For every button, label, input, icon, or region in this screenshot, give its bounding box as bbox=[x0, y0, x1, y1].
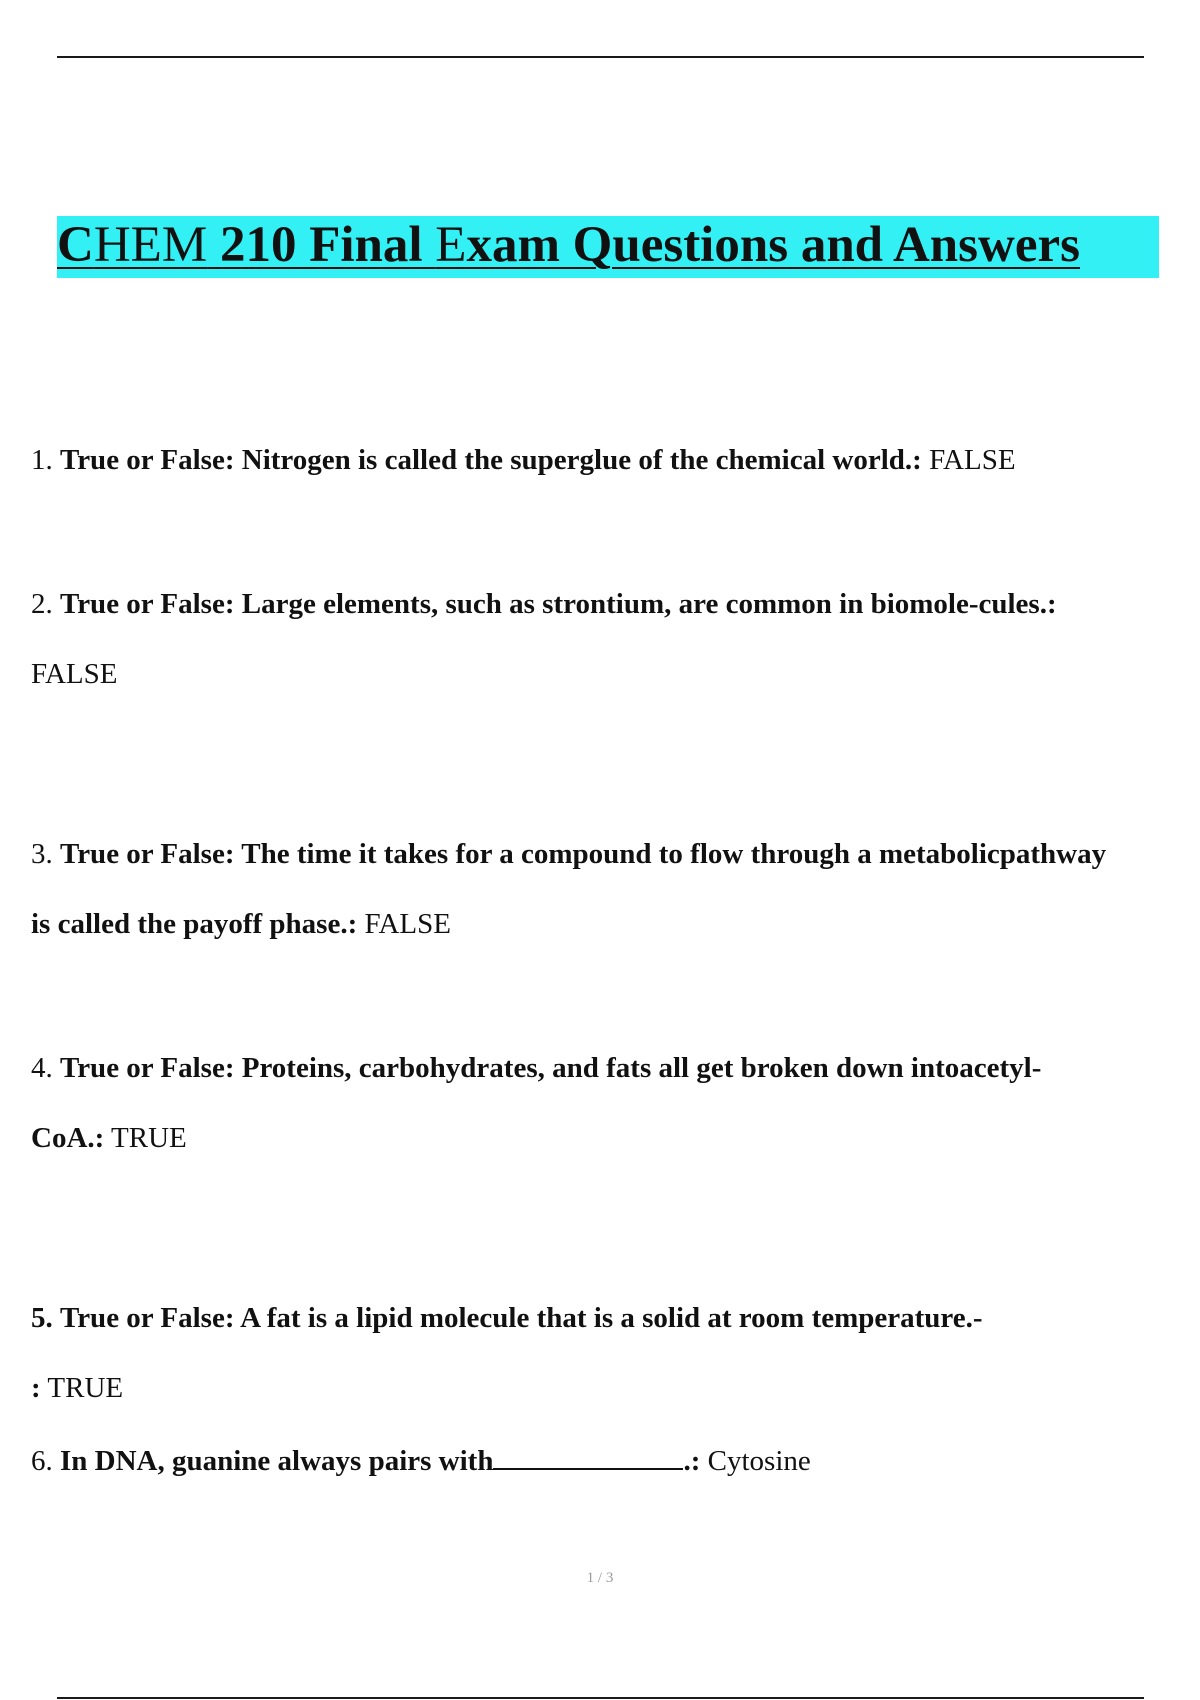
title-part: C bbox=[57, 217, 94, 273]
question-number: 1. bbox=[31, 444, 53, 476]
question-answer: FALSE bbox=[357, 908, 451, 940]
question-text: is called the payoff phase.: bbox=[31, 908, 358, 940]
top-rule bbox=[57, 56, 1144, 58]
question-number: 4. bbox=[31, 1052, 53, 1084]
question-3-line-2 bbox=[31, 908, 1181, 941]
question-text: True or False: The time it takes for a compound to flow through a metabolicpathway bbox=[60, 838, 1107, 870]
question-number: 5. bbox=[31, 1302, 53, 1334]
question-text: True or False: Nitrogen is called the superglue of the chemical world.: bbox=[60, 444, 922, 476]
question-6 bbox=[31, 1445, 1181, 1478]
question-2 bbox=[31, 588, 1181, 621]
title-part: xam Questions and Answers bbox=[466, 217, 1080, 273]
bottom-rule bbox=[57, 1697, 1144, 1699]
answer-blank bbox=[493, 1467, 683, 1470]
question-number: 6. bbox=[31, 1445, 53, 1477]
question-text: True or False: Large elements, such as strontium, are common in biomole-cules.: bbox=[60, 588, 1057, 620]
question-text: CoA.: bbox=[31, 1122, 105, 1154]
question-answer: TRUE bbox=[40, 1372, 124, 1404]
question-text: : bbox=[31, 1372, 41, 1404]
question-3 bbox=[31, 838, 1181, 871]
question-answer: FALSE bbox=[921, 444, 1016, 476]
title-part: HEM bbox=[93, 217, 208, 273]
question-answer: Cytosine bbox=[700, 1445, 811, 1477]
question-5-line-2 bbox=[31, 1372, 1181, 1405]
question-text: True or False: Proteins, carbohydrates, and fats all get broken down intoacetyl- bbox=[60, 1052, 1042, 1084]
question-number: 3. bbox=[31, 838, 53, 870]
question-5 bbox=[31, 1302, 1181, 1335]
question-text: In DNA, guanine always pairs with bbox=[60, 1445, 494, 1477]
title-part: E bbox=[435, 217, 467, 273]
question-1 bbox=[31, 444, 1181, 477]
title-part: 210 Final bbox=[207, 217, 436, 273]
page-number: 1 / 3 bbox=[586, 1570, 614, 1586]
question-2-line-2 bbox=[31, 658, 1181, 691]
document-title bbox=[57, 214, 1159, 276]
question-answer: FALSE bbox=[31, 658, 118, 690]
question-answer: TRUE bbox=[104, 1122, 187, 1154]
question-text: .: bbox=[683, 1445, 701, 1477]
question-4-line-2 bbox=[31, 1122, 1181, 1155]
question-number: 2. bbox=[31, 588, 53, 620]
question-4 bbox=[31, 1052, 1181, 1085]
question-text: True or False: A fat is a lipid molecule that is a solid at room temperature.- bbox=[60, 1302, 983, 1334]
